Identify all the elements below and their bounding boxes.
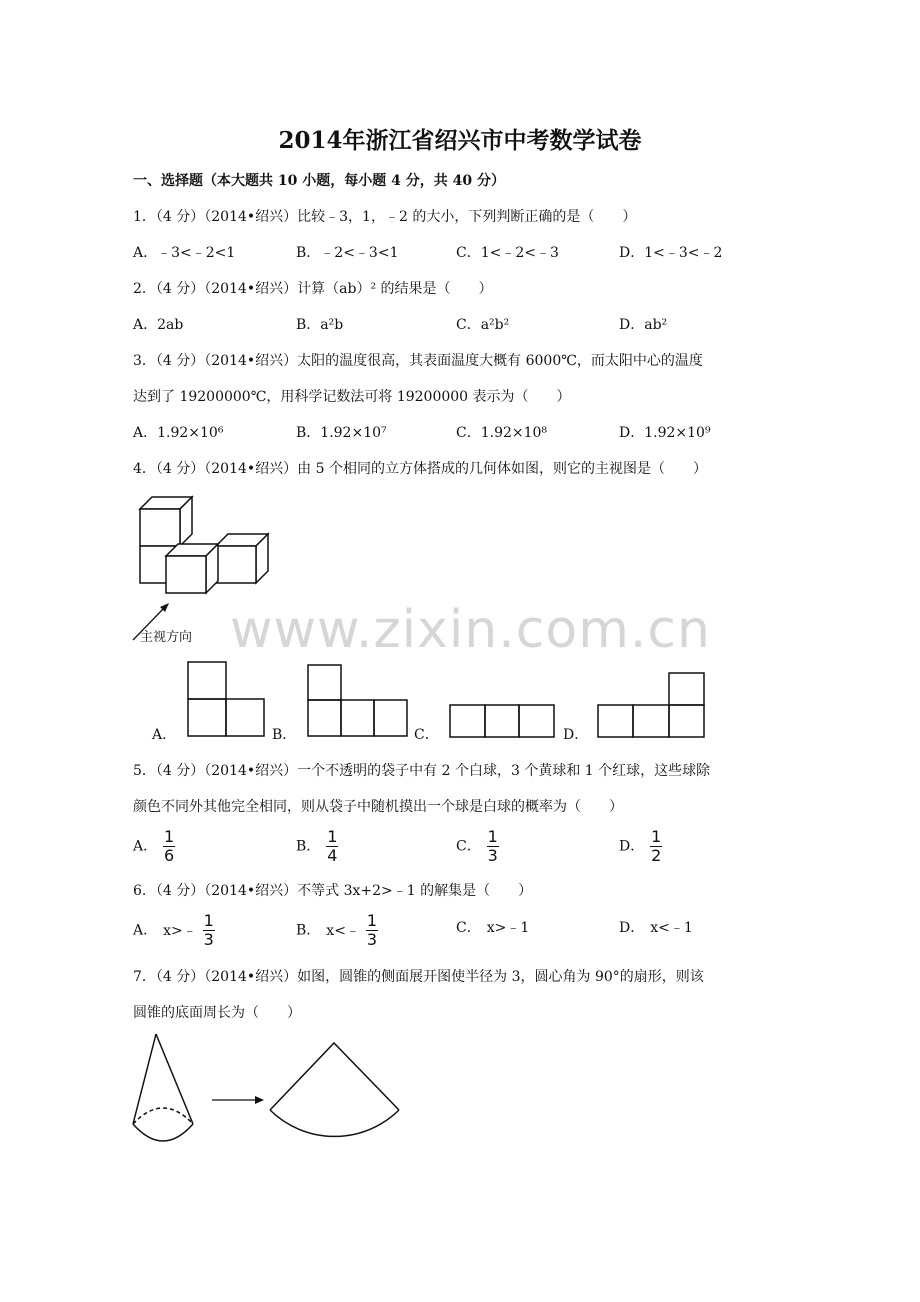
- q3-option-a: A．1.92×10⁶: [133, 425, 224, 441]
- q1-option-a: A．﹣3<﹣2<1: [133, 245, 236, 261]
- q5-stem-line2: 颜色不同外其他完全相同，则从袋子中随机摸出一个球是白球的概率为（ ）: [133, 799, 623, 815]
- fraction: $\frac{1}{4}$: [327, 827, 338, 865]
- q4-option-c-label: C．: [414, 727, 439, 743]
- q3-option-b: B．1.92×10⁷: [296, 425, 387, 441]
- q1-option-c: C．1<﹣2<﹣3: [456, 245, 559, 261]
- q3-option-d: D．1.92×10⁹: [619, 425, 711, 441]
- q6-option-c: C． x>﹣1: [456, 920, 530, 936]
- q5-option-b: B． $\frac{1}{4}$: [296, 827, 338, 865]
- q4-stem: 4．（4 分）（2014•绍兴）由 5 个相同的立方体搭成的几何体如图，则它的主视图是（ ）: [133, 461, 707, 477]
- q3-stem-line1: 3．（4 分）（2014•绍兴）太阳的温度很高，其表面温度大概有 6000℃，而太阳中心的温度: [133, 353, 703, 369]
- page-title: 2014年浙江省绍兴市中考数学试卷: [278, 127, 642, 154]
- q2-option-c: C．a²b²: [456, 317, 510, 333]
- q3-option-c: C．1.92×10⁸: [456, 425, 548, 441]
- q6-option-a: A． x>﹣ $\frac{1}{3}$: [133, 911, 214, 949]
- fraction: $\frac{1}{3}$: [203, 911, 214, 949]
- q6-option-d: D． x<﹣1: [619, 920, 693, 936]
- q5-option-d: D． $\frac{1}{2}$: [619, 827, 662, 865]
- q5-stem-line1: 5．（4 分）（2014•绍兴）一个不透明的袋子中有 2 个白球，3 个黄球和 1 个红球，这些球除: [133, 763, 711, 779]
- q1-stem: 1．（4 分）（2014•绍兴）比较﹣3，1，﹣2 的大小，下列判断正确的是（ ）: [133, 209, 637, 225]
- q2-option-b: B．a²b: [296, 317, 344, 333]
- q2-option-d: D．ab²: [619, 317, 668, 333]
- q3-stem-line2: 达到了 19200000℃，用科学记数法可将 19200000 表示为（ ）: [133, 389, 571, 405]
- q1-option-b: B．﹣2<﹣3<1: [296, 245, 399, 261]
- q5-option-c: C． $\frac{1}{3}$: [456, 827, 498, 865]
- fraction: $\frac{1}{3}$: [366, 911, 378, 949]
- q6-option-b: B． x<﹣ $\frac{1}{3}$: [296, 911, 378, 949]
- fraction: $\frac{1}{6}$: [164, 827, 175, 865]
- q6-stem: 6．（4 分）（2014•绍兴）不等式 3x+2>﹣1 的解集是（ ）: [133, 883, 533, 899]
- q4-view-direction-label: 主视方向: [140, 630, 193, 645]
- q2-option-a: A．2ab: [133, 317, 184, 333]
- q4-option-d-label: D．: [563, 727, 589, 743]
- q7-stem-line2: 圆锥的底面周长为（ ）: [133, 1005, 301, 1021]
- q4-option-a-label: A．: [152, 727, 177, 743]
- q5-option-a: A． $\frac{1}{6}$: [133, 827, 175, 865]
- watermark: www.zixin.com.cn: [230, 600, 711, 660]
- fraction: $\frac{1}{3}$: [487, 827, 498, 865]
- q4-option-b-label: B．: [272, 727, 297, 743]
- q7-stem-line1: 7．（4 分）（2014•绍兴）如图，圆锥的侧面展开图使半径为 3，圆心角为 90°的扇形，则该: [133, 969, 704, 985]
- section-heading: 一、选择题（本大题共 10 小题，每小题 4 分，共 40 分）: [133, 173, 505, 189]
- q1-option-d: D．1<﹣3<﹣2: [619, 245, 723, 261]
- q2-stem: 2．（4 分）（2014•绍兴）计算（ab）² 的结果是（ ）: [133, 281, 493, 297]
- fraction: $\frac{1}{2}$: [651, 827, 662, 865]
